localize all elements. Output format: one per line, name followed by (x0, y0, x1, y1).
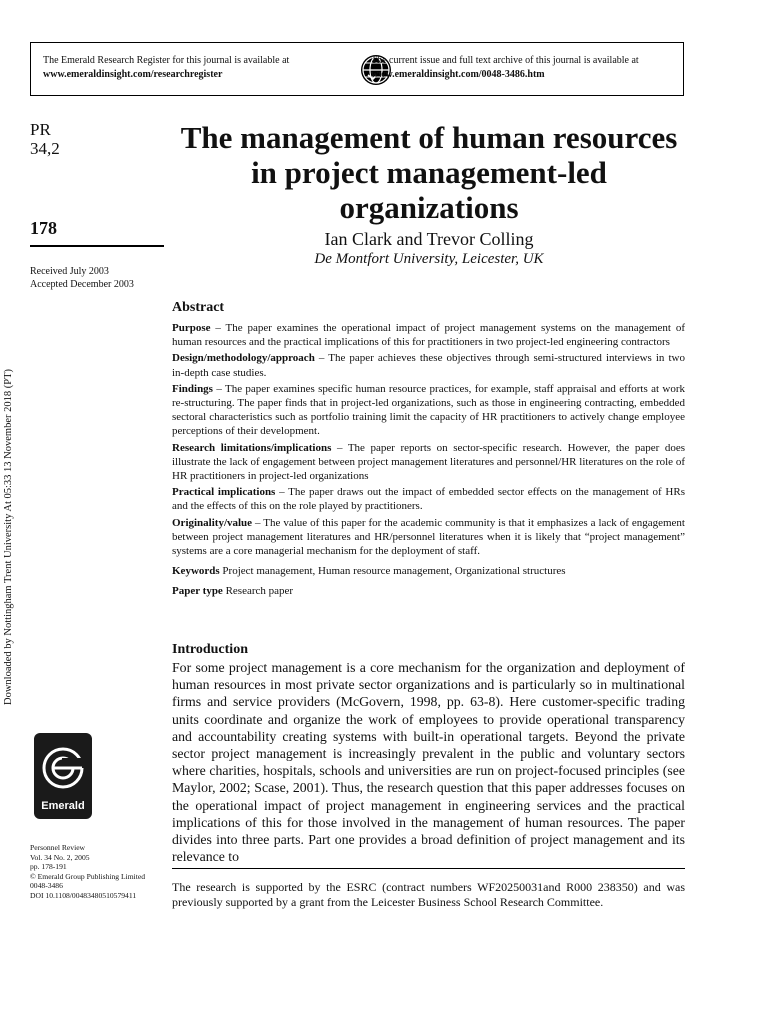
keywords (172, 564, 685, 578)
article-affiliation: De Montfort University, Leicester, UK (314, 251, 544, 267)
page-number: 178 (30, 218, 57, 238)
keywords-label: Keywords (172, 565, 220, 578)
abstract-findings (172, 382, 685, 439)
abstract-findings-label: Findings (172, 382, 213, 395)
abstract-practical-label: Practical implications (172, 486, 276, 499)
introduction (172, 641, 685, 865)
banner-left (43, 54, 348, 82)
abstract-originality-text: – The value of this paper for the academic community is that it emphasizes a lack of engagement between project management literatures and HR/personnel literatures when it is likely that “project management” systems are a core managerial mechanism for the deployment of staff. (172, 516, 685, 558)
abstract-limitations-label: Research limitations/implications (172, 441, 332, 454)
journal-name: Personnel Review (30, 843, 86, 852)
journal-code-label: PR (30, 120, 51, 139)
article-title: The management of human resources in project management-led organizations (180, 120, 678, 225)
paper-type (172, 584, 685, 598)
sidebar-divider (30, 245, 164, 247)
emerald-logo-text: Emerald (41, 800, 85, 812)
footnote-divider (172, 868, 685, 869)
paper-type-label: Paper type (172, 585, 223, 598)
footnote: The research is supported by the ESRC (contract numbers WF20250031and R000 238350) and was previously supported by a grant from the Leicester Business School Research Committee. (172, 880, 685, 909)
abstract-limitations (172, 441, 685, 484)
abstract-purpose-label: Purpose (172, 322, 211, 334)
abstract-heading: Abstract (172, 300, 225, 315)
abstract-purpose (172, 321, 685, 349)
abstract-originality-label: Originality/value (172, 516, 253, 529)
journal-banner (30, 42, 684, 96)
introduction-body: For some project management is a core mechanism for the organization and deployment of human resources in most private sector organizations and is particularly so in multinational firms and service providers (McGovern, 1998, pp. 63-8). Here customer-specific trading units coordinate and organize the work of employees to provide operational transparency and accountability creating systems with built-in operational targets. Beyond the private sector project management is increasingly prevalent in the public and voluntary sectors where charities, hospitals, schools and universities are run on project-focused principles (see Maylor, 2002; Scase, 2001). Thus, the research question that this paper addresses focuses on the operational impact of project management in engineering services and the practical implications of this for those involved in the management of human resources. The paper divides into three parts. Part one provides a broad definition of project management and its relevance to (172, 660, 685, 865)
received-dates (30, 265, 134, 291)
journal-issn: 0048-3486 (30, 881, 63, 891)
journal-doi: DOI 10.1108/00483480510579411 (30, 890, 137, 900)
abstract (172, 299, 685, 601)
banner-left-text: The Emerald Research Register for this journal is available at (43, 55, 290, 66)
journal-pages: pp. 178-191 (30, 862, 67, 872)
emerald-logo (34, 733, 92, 819)
banner-right-text: The current issue and full text archive of this journal is available at (371, 55, 639, 66)
journal-copyright: © Emerald Group Publishing Limited (30, 871, 146, 881)
volume-issue: 34,2 (30, 139, 60, 158)
journal-info (30, 843, 170, 901)
abstract-practical-text: – The paper draws out the impact of embedded sector effects on the management of HRs and the effects of this on the role played by practitioners. (172, 486, 685, 513)
banner-right-url[interactable]: www.emeraldinsight.com/0048-3486.htm (371, 69, 545, 80)
abstract-findings-text: – The paper examines specific human resource practices, for example, staff appraisal and efforts at work re-structuring. The paper finds that in project-led organizations, such as those in engineering contracting, embedded sectoral characteristics such as portfolio training limit the capacity of HR practitioners to actively change employee perceptions of their development. (172, 382, 685, 438)
received-date: Received July 2003 (30, 266, 109, 277)
emerald-logo-icon (34, 737, 92, 801)
abstract-purpose-text: – The paper examines the operational impact of project management systems on the management of human resources and the practical implications of this for practitioners in two project-led engineering contractors (172, 322, 685, 349)
paper-type-text: Research paper (222, 585, 294, 598)
banner-left-url[interactable]: www.emeraldinsight.com/researchregister (43, 69, 223, 80)
journal-volume: Vol. 34 No. 2, 2005 (30, 852, 90, 862)
abstract-design-text: – The paper achieves these objectives through semi-structured interviews in two in-depth case studies. (172, 352, 685, 379)
accepted-date: Accepted December 2003 (30, 279, 134, 290)
banner-right (371, 54, 676, 82)
abstract-design-label: Design/methodology/approach (172, 352, 315, 365)
keywords-text: Project management, Human resource management, Organizational structures (219, 565, 566, 578)
abstract-practical (172, 485, 685, 513)
abstract-design (172, 351, 685, 379)
abstract-originality (172, 516, 685, 559)
abstract-limitations-text: – The paper reports on sector-specific research. However, the paper does illustrate the lack of engagement between project management literatures and personnel/HR literatures on the role of HR practitioners in project-led organizations (172, 441, 686, 483)
download-note: Downloaded by Nottingham Trent University At 05:33 13 November 2018 (PT) (3, 369, 14, 705)
introduction-heading: Introduction (172, 642, 248, 657)
article-authors: Ian Clark and Trevor Colling (324, 229, 534, 249)
journal-code (30, 120, 60, 158)
